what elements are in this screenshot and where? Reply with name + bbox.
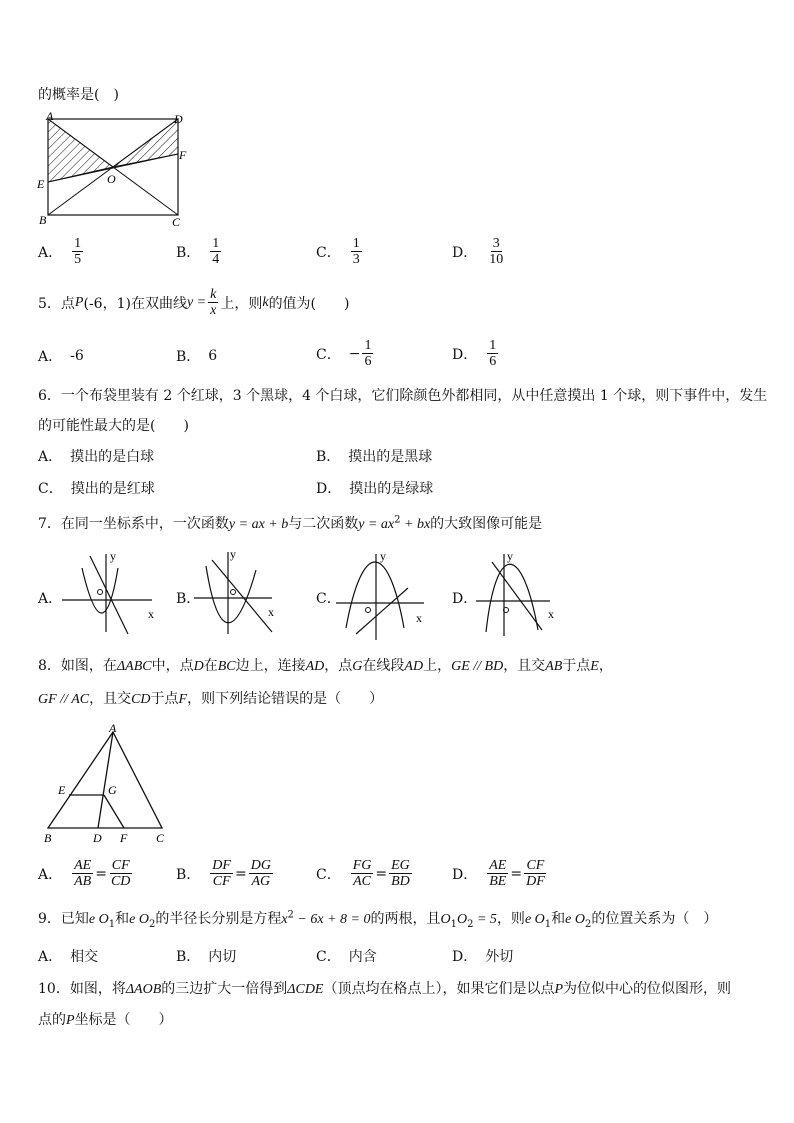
- q4-rectangle-figure: [34, 112, 204, 230]
- q7-graph-b: [192, 546, 282, 636]
- q10-stem-line2: 点的P坐标是（ ）: [38, 1012, 173, 1028]
- q4-option-d[interactable]: D． $\frac{3}{10}$: [452, 236, 504, 267]
- q9-stem: 9．已知e $O_1$和e $O_2$的半径长分别是方程$x^2 - 6x + 8 = 0$的两根，且$O_1O_2 = 5$，则e $O_1$和e $O_2$的位置关系为（ ）: [38, 909, 718, 930]
- q9-option-c[interactable]: C． 内含: [316, 949, 377, 965]
- q8-option-c[interactable]: C． $\frac{FG}{AC}$ = $\frac{EG}{BD}$: [316, 858, 410, 889]
- q4-label-O: O: [107, 172, 116, 186]
- svg-text:E: E: [58, 783, 66, 797]
- q4-label-C: C: [172, 215, 181, 229]
- svg-text:x: x: [416, 611, 422, 625]
- svg-text:F: F: [120, 831, 128, 845]
- q4-option-c[interactable]: C． $\frac{1}{3}$: [316, 236, 360, 267]
- q7-stem: 7．在同一坐标系中，一次函数y = ax + b与二次函数$y = ax^2$ + bx的大致图像可能是: [38, 514, 543, 532]
- q8-stem-line2: GF // AC，且交CD于点F，则下列结论错误的是（ ）: [38, 691, 384, 707]
- svg-text:x: x: [268, 605, 274, 619]
- q6-stem-line1: 6．一个布袋里装有 2 个红球，3 个黑球，4 个白球，它们除颜色外都相同，从中任意摸出 1 个球，则下事件中，发生: [38, 388, 768, 404]
- q6-option-d[interactable]: D． 摸出的是绿球: [316, 481, 434, 497]
- q7-graph-c: [334, 548, 434, 644]
- svg-text:C: C: [156, 831, 165, 845]
- svg-text:y: y: [507, 549, 513, 563]
- q9-option-b[interactable]: B． 内切: [176, 949, 237, 965]
- q4-label-E: E: [37, 177, 45, 191]
- q5-option-b[interactable]: B． 6: [176, 348, 218, 365]
- q7-graph-a: [60, 548, 170, 636]
- q5-stem: 5．点 P (-6，1) 在双曲线 y = $\frac{k}{x}$ 上，则 k 的值为( ): [38, 287, 350, 318]
- q7-option-c[interactable]: C．: [316, 591, 341, 607]
- q8-option-d[interactable]: D． $\frac{AE}{BE}$ = $\frac{CF}{DF}$: [452, 858, 545, 889]
- q8-triangle-figure: [38, 722, 178, 846]
- svg-text:y: y: [380, 549, 386, 563]
- q6-option-a[interactable]: A． 摸出的是白球: [38, 449, 155, 465]
- q10-stem-line1: 10．如图，将ΔAOB的三边扩大一倍得到ΔCDE（顶点均在格点上），如果它们是以点P为位似中心的位似图形，则: [38, 981, 732, 997]
- q4-option-a[interactable]: A． $\frac{1}{5}$: [38, 236, 82, 267]
- q6-option-b[interactable]: B． 摸出的是黑球: [316, 449, 433, 465]
- svg-text:x: x: [148, 607, 154, 621]
- q5-option-d[interactable]: D． $\frac{1}{6}$: [452, 338, 497, 369]
- q4-label-D: D: [174, 112, 183, 126]
- q8-option-b[interactable]: B． $\frac{DF}{CF}$ = $\frac{DG}{AG}$: [176, 858, 271, 889]
- q4-option-c-fraction: $\frac{1}{3}$: [352, 236, 360, 267]
- q5-option-c[interactable]: C． − $\frac{1}{6}$: [316, 338, 372, 369]
- q4-label-B: B: [39, 213, 47, 227]
- q4-option-b-fraction: $\frac{1}{4}$: [212, 236, 220, 267]
- q4-label-A: A: [46, 112, 54, 123]
- q7-option-b[interactable]: B．: [176, 591, 201, 607]
- svg-text:A: A: [109, 722, 117, 735]
- svg-text:G: G: [108, 783, 117, 797]
- svg-text:y: y: [230, 547, 236, 561]
- q4-option-b[interactable]: B． $\frac{1}{4}$: [176, 236, 220, 267]
- q8-stem-line1: 8．如图，在ΔABC中，点D在BC边上，连接AD，点G在线段AD上，GE // BD，且交AB于点E，: [38, 658, 613, 674]
- q7-option-a[interactable]: A．: [38, 591, 63, 607]
- q9-option-a[interactable]: A． 相交: [38, 949, 99, 965]
- q8-option-a[interactable]: A． $\frac{AE}{AB}$ = $\frac{CF}{CD}$: [38, 858, 131, 889]
- q5-option-a[interactable]: A． -6: [38, 348, 84, 365]
- q4-label-F: F: [179, 148, 187, 162]
- svg-text:D: D: [93, 831, 102, 845]
- q4-intro: 的概率是( ): [38, 87, 119, 103]
- q9-option-d[interactable]: D． 外切: [452, 949, 514, 965]
- q6-option-c[interactable]: C． 摸出的是红球: [38, 481, 155, 497]
- q6-stem-line2: 的可能性最大的是( ): [38, 418, 189, 434]
- q7-option-d[interactable]: D．: [452, 591, 478, 607]
- svg-text:B: B: [44, 831, 52, 845]
- q7-graph-d: [474, 548, 564, 638]
- svg-text:y: y: [110, 549, 116, 563]
- svg-text:x: x: [548, 607, 554, 621]
- q4-option-d-fraction: $\frac{3}{10}$: [489, 236, 504, 267]
- q4-option-a-fraction: $\frac{1}{5}$: [74, 236, 82, 267]
